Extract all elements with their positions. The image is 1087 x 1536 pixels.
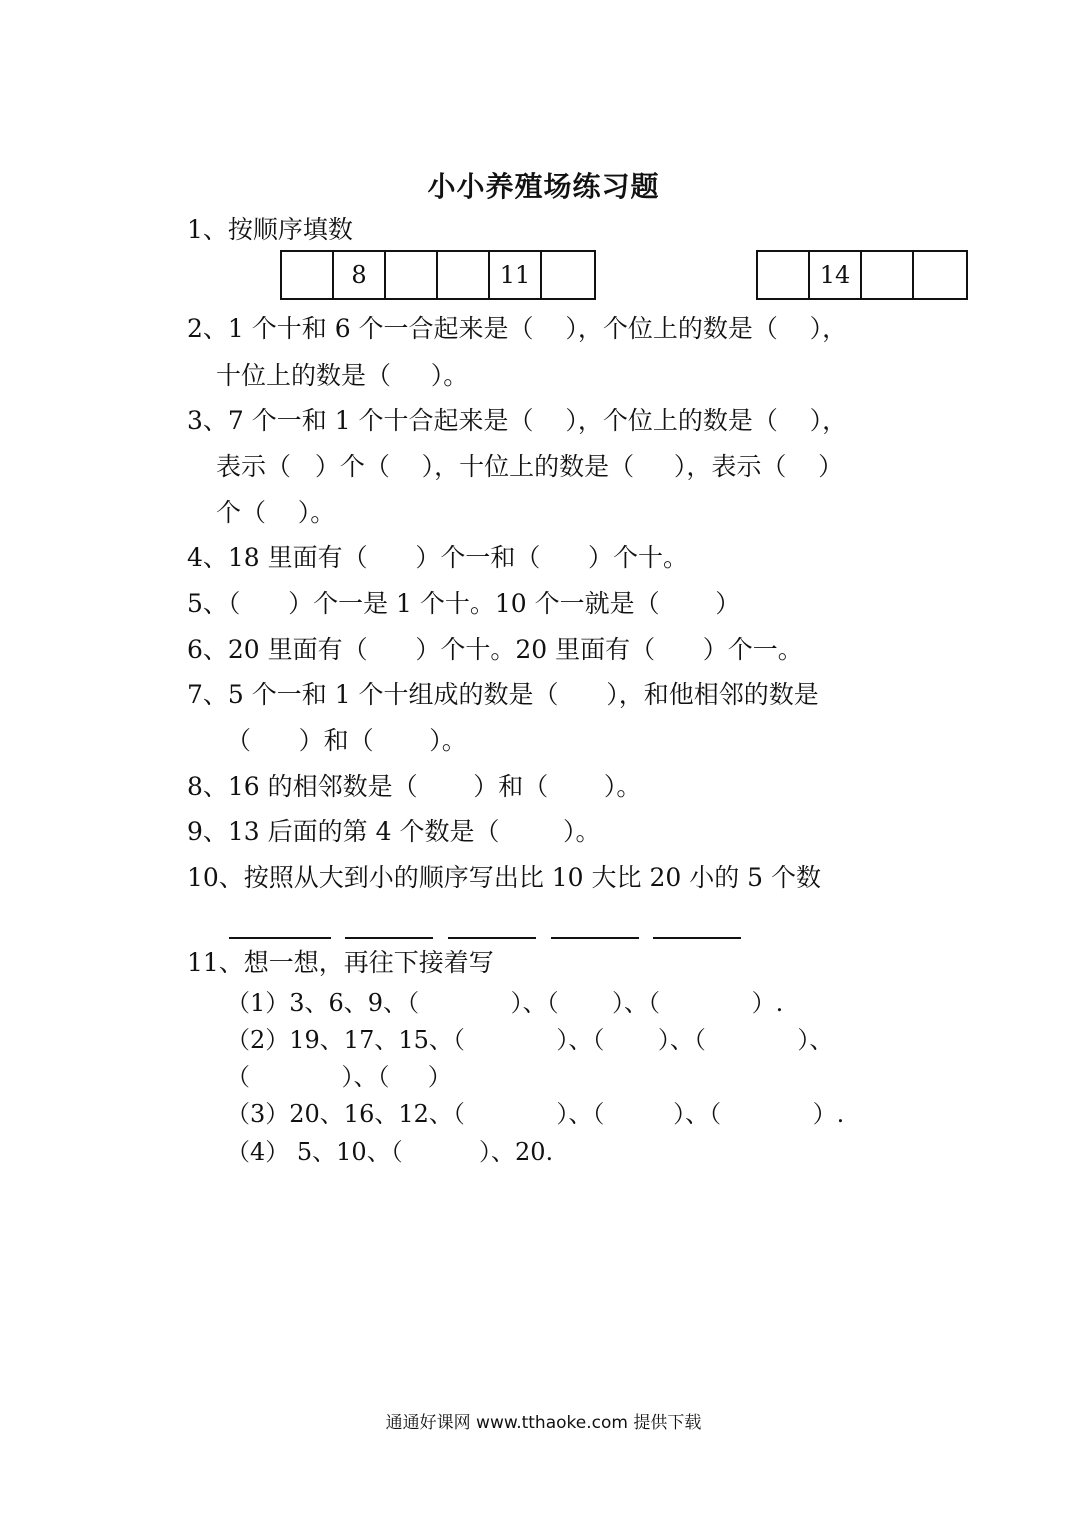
number-box[interactable]: 14	[810, 252, 862, 298]
question-5: 5、（ ）个一是 1 个十。10 个一就是（ ）	[187, 589, 741, 618]
answer-blank[interactable]	[229, 937, 331, 939]
question-11-item-4: （4） 5、10、（ ）、20.	[226, 1138, 554, 1166]
sequence-boxes-a	[280, 250, 596, 300]
sequence-boxes-b	[756, 250, 968, 300]
question-9: 9、13 后面的第 4 个数是（ ）。	[187, 817, 601, 846]
question-8: 8、16 的相邻数是（ ）和（ ）。	[187, 772, 642, 801]
number-box[interactable]	[386, 252, 438, 298]
answer-blank[interactable]	[551, 937, 639, 939]
answer-blank[interactable]	[345, 937, 433, 939]
question-10: 10、按照从大到小的顺序写出比 10 大比 20 小的 5 个数	[187, 863, 822, 892]
question-11-item-3: （3）20、16、12、（ ）、（ ）、（ ）.	[226, 1100, 845, 1128]
number-box[interactable]	[438, 252, 490, 298]
question-11-item-2-cont: （ ）、（ ）	[226, 1063, 452, 1091]
number-box[interactable]: 11	[490, 252, 542, 298]
question-2-line-1: 2、1 个十和 6 个一合起来是（ ），个位上的数是（ ），	[187, 314, 848, 343]
number-box[interactable]	[542, 252, 594, 298]
question-11: 11、想一想，再往下接着写	[187, 948, 494, 977]
question-4: 4、18 里面有（ ）个一和（ ）个十。	[187, 543, 689, 572]
footer-credit: 通通好课网 www.tthaoke.com 提供下载	[385, 1413, 702, 1433]
answer-blank[interactable]	[448, 937, 536, 939]
number-box[interactable]	[914, 252, 966, 298]
answer-blank[interactable]	[653, 937, 741, 939]
number-box[interactable]	[862, 252, 914, 298]
question-1: 1、按顺序填数	[187, 215, 353, 244]
question-2-line-2: 十位上的数是（ ）。	[216, 361, 469, 390]
question-11-item-1: （1）3、6、9、（ ）、（ ）、（ ）.	[226, 989, 784, 1017]
number-box[interactable]: 8	[334, 252, 386, 298]
number-box[interactable]	[282, 252, 334, 298]
number-box[interactable]	[758, 252, 810, 298]
question-3-line-3: 个（ ）。	[216, 498, 336, 527]
question-6: 6、20 里面有（ ）个十。20 里面有（ ）个一。	[187, 635, 803, 664]
question-11-item-2: （2）19、17、15、（ ）、（ ）、（ ）、	[226, 1026, 834, 1054]
page-title: 小小养殖场练习题	[427, 170, 660, 203]
question-3-line-1: 3、7 个一和 1 个十合起来是（ ），个位上的数是（ ），	[187, 406, 848, 435]
question-7-line-1: 7、5 个一和 1 个十组成的数是（ ），和他相邻的数是	[187, 680, 819, 709]
question-3-line-2: 表示（ ）个（ ），十位上的数是（ ），表示（ ）	[216, 452, 844, 481]
question-7-line-2: （ ）和（ ）。	[226, 726, 467, 755]
